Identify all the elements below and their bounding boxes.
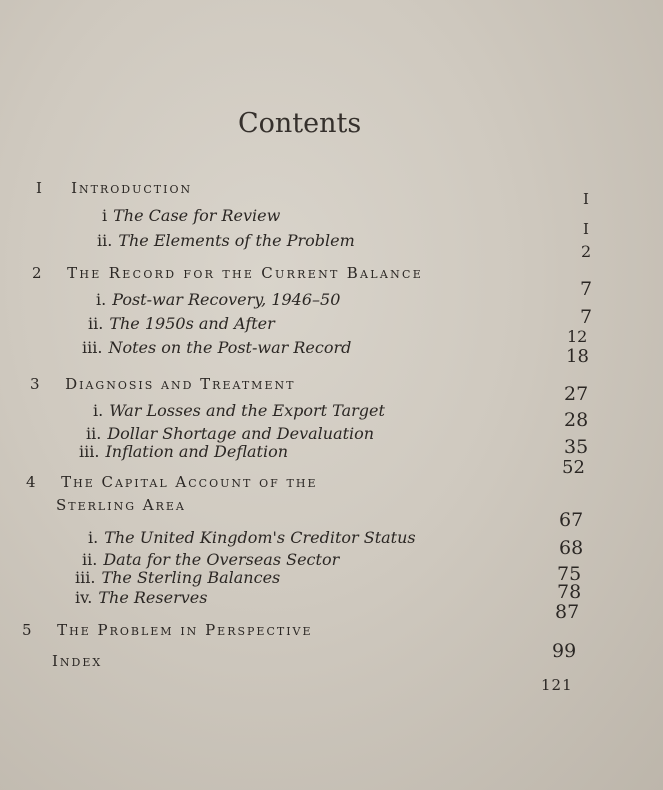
section-2-ii[interactable] [88, 314, 275, 333]
chapter-2-heading[interactable] [32, 263, 423, 282]
page-number: 78 [557, 581, 582, 603]
page-number: 7 [580, 306, 593, 328]
section-title: The Case for Review [113, 206, 281, 225]
section-number: i [102, 206, 108, 225]
page-number: 2 [581, 242, 592, 261]
page-number: 87 [555, 601, 580, 623]
section-number: ii. [82, 550, 98, 569]
chapter-title: The Record for the Current Balance [67, 264, 424, 282]
section-4-iv[interactable] [75, 588, 207, 607]
section-title: Notes on the Post-war Record [108, 338, 352, 357]
section-number: i. [96, 290, 107, 309]
chapter-4-heading[interactable] [26, 472, 317, 491]
section-title: War Losses and the Export Target [109, 401, 385, 420]
chapter-number: 5 [22, 621, 32, 639]
section-title: The Sterling Balances [101, 568, 281, 587]
section-title: The Elements of the Problem [118, 231, 355, 250]
chapter-1-heading[interactable] [36, 178, 192, 197]
section-3-iii[interactable] [79, 442, 288, 461]
section-2-iii[interactable] [82, 338, 351, 357]
section-3-ii[interactable] [86, 424, 374, 443]
page-number: 28 [564, 409, 589, 431]
section-number: i. [93, 401, 104, 420]
index-entry[interactable]: Index [52, 652, 103, 670]
section-title: The 1950s and After [109, 314, 275, 333]
chapter-number: 4 [26, 473, 36, 491]
section-title: The Reserves [98, 588, 208, 607]
page-number: 99 [552, 640, 577, 662]
page-number: 27 [564, 383, 589, 405]
section-title: The United Kingdom's Creditor Status [104, 528, 416, 547]
page-number: 35 [564, 436, 589, 458]
section-number: iii. [82, 338, 103, 357]
page-number: I [583, 220, 589, 238]
section-2-i[interactable] [96, 290, 340, 309]
section-title: Inflation and Deflation [105, 442, 289, 461]
page-number: 12 [567, 327, 588, 346]
section-number: iii. [79, 442, 100, 461]
section-number: i. [88, 528, 99, 547]
chapter-title: Diagnosis and Treatment [65, 375, 296, 393]
section-title: Dollar Shortage and Devaluation [107, 424, 375, 443]
section-4-i[interactable] [88, 528, 416, 547]
chapter-3-heading[interactable] [30, 374, 295, 393]
page-number: 52 [562, 457, 585, 478]
chapter-title-line2: Sterling Area [56, 496, 186, 514]
page-number: 67 [559, 509, 584, 531]
chapter-title: Introduction [71, 179, 193, 197]
section-number: iii. [75, 568, 96, 587]
section-1-ii[interactable] [97, 231, 355, 250]
section-number: ii. [97, 231, 113, 250]
section-number: iv. [75, 588, 93, 607]
page-number: 68 [559, 537, 584, 559]
chapter-title-line1: The Capital Account of the [61, 473, 318, 491]
chapter-number: 2 [32, 264, 42, 282]
chapter-5-heading[interactable] [22, 620, 313, 639]
section-4-ii[interactable] [82, 550, 339, 569]
section-title: Post-war Recovery, 1946–50 [112, 290, 341, 309]
chapter-title: The Problem in Perspective [57, 621, 313, 639]
page-number: 121 [541, 676, 573, 694]
page-number: 7 [580, 278, 593, 300]
chapter-number: 3 [30, 375, 40, 393]
section-4-iii[interactable] [75, 568, 280, 587]
page-number: 18 [566, 346, 589, 367]
page-number: I [583, 190, 589, 208]
page-title: Contents [238, 108, 362, 139]
section-number: ii. [86, 424, 102, 443]
section-number: ii. [88, 314, 104, 333]
chapter-number: I [36, 179, 42, 197]
section-title: Data for the Overseas Sector [103, 550, 340, 569]
page-number: 75 [557, 563, 582, 585]
section-1-i[interactable] [102, 206, 280, 225]
section-3-i[interactable] [93, 401, 385, 420]
